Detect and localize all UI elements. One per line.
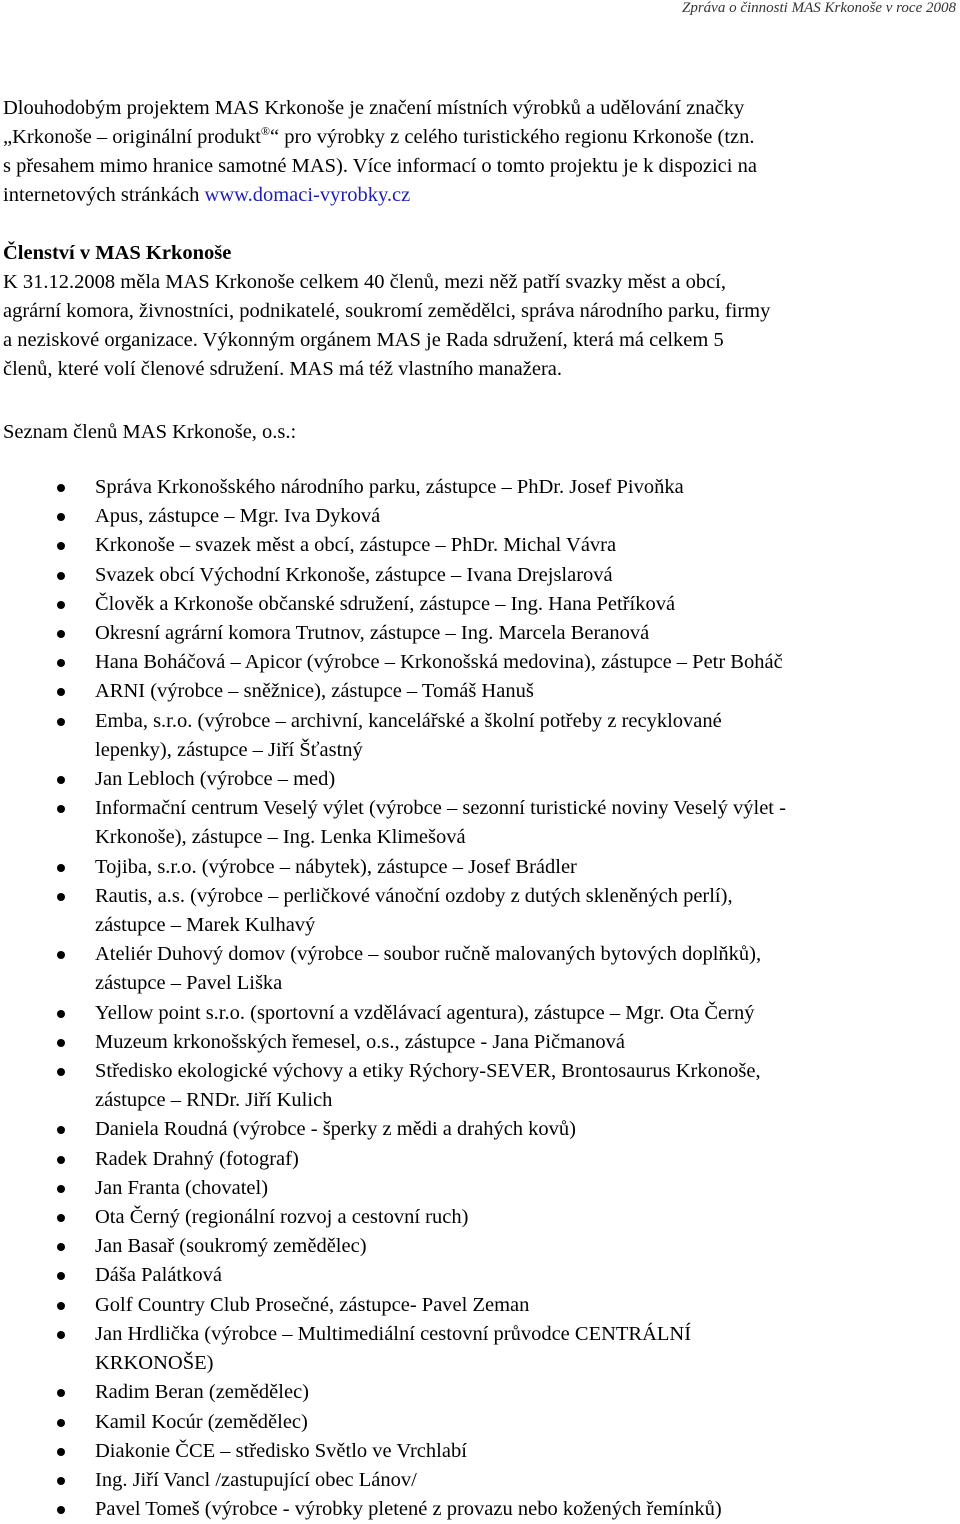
intro-line [3, 123, 953, 152]
website-link[interactable]: www.domaci-vyrobky.cz [204, 184, 411, 206]
member-list-item [0, 1320, 960, 1378]
bullet-icon [57, 1185, 65, 1193]
bullet-icon [57, 776, 65, 784]
member-text: Golf Country Club Prosečné, zástupce- Pavel Zeman [95, 1293, 530, 1316]
bullet-icon [57, 542, 65, 550]
member-text: Rautis, a.s. (výrobce – perličkové vánoční ozdoby z dutých skleněných perlí), [95, 884, 733, 907]
member-text: Apus, zástupce – Mgr. Iva Dyková [95, 505, 381, 528]
member-list-item [0, 794, 960, 852]
member-list-item [0, 677, 960, 706]
member-text: Ateliér Duhový domov (výrobce – soubor ručně malovaných bytových doplňků), [95, 943, 762, 966]
member-text: Krkonoše), zástupce – Ing. Lenka Klimešová [95, 826, 466, 849]
member-text: Radek Drahný (fotograf) [95, 1147, 299, 1170]
member-text: Dáša Palátková [95, 1264, 222, 1287]
member-list-item [0, 502, 960, 531]
bullet-icon [57, 864, 65, 872]
member-text: zástupce – RNDr. Jiří Kulich [95, 1089, 333, 1112]
bullet-icon [57, 659, 65, 667]
member-list-item [0, 707, 960, 765]
member-text: Ota Černý (regionální rozvoj a cestovní ruch) [95, 1206, 469, 1229]
member-list-item [0, 1145, 960, 1174]
member-list-item [0, 1115, 960, 1144]
bullet-icon [57, 601, 65, 609]
member-text: lepenky), zástupce – Jiří Šťastný [95, 738, 363, 761]
bullet-icon [57, 951, 65, 959]
member-list-item [0, 853, 960, 882]
member-list-item [0, 765, 960, 794]
member-text: Informační centrum Veselý výlet (výrobce – sezonní turistické noviny Veselý výlet - [95, 797, 786, 820]
bullet-icon [57, 1272, 65, 1280]
member-text: Jan Franta (chovatel) [95, 1176, 269, 1199]
member-list-item [0, 1232, 960, 1261]
intro-line: s přesahem mimo hranice samotné MAS). Více informací o tomto projektu je k dispozici na [3, 155, 757, 177]
member-list-item [0, 619, 960, 648]
member-text: Člověk a Krkonoše občanské sdružení, zástupce – Ing. Hana Petříková [95, 592, 676, 615]
bullet-icon [57, 1156, 65, 1164]
member-text: Jan Hrdlička (výrobce – Multimediální cestovní průvodce CENTRÁLNÍ [95, 1322, 692, 1345]
page-header [682, 0, 956, 17]
member-text: Hana Boháčová – Apicor (výrobce – Krkonošská medovina), zástupce – Petr Boháč [95, 651, 783, 674]
member-text: Yellow point s.r.o. (sportovní a vzdělávací agentura), zástupce – Mgr. Ota Černý [95, 1001, 755, 1024]
member-list-item [0, 1057, 960, 1115]
membership-line: K 31.12.2008 měla MAS Krkonoše celkem 40 členů, mezi něž patří svazky měst a obcí, [3, 271, 727, 293]
member-text: Muzeum krkonošských řemesel, o.s., zástupce - Jana Pičmanová [95, 1030, 626, 1053]
membership-line: členů, které volí členové sdružení. MAS má též vlastního manažera. [3, 358, 562, 380]
bullet-icon [57, 630, 65, 638]
bullet-icon [57, 1477, 65, 1485]
member-text: Ing. Jiří Vancl /zastupující obec Lánov/ [95, 1468, 417, 1491]
bullet-icon [57, 1243, 65, 1251]
member-text: Diakonie ČCE – středisko Světlo ve Vrchlabí [95, 1439, 467, 1462]
intro-line [3, 181, 953, 210]
member-text: Kamil Kocúr (zemědělec) [95, 1410, 308, 1433]
membership-line: a neziskové organizace. Výkonným orgánem MAS je Rada sdružení, která má celkem 5 [3, 329, 724, 351]
bullet-icon [57, 1448, 65, 1456]
member-text: Okresní agrární komora Trutnov, zástupce – Ing. Marcela Beranová [95, 622, 650, 645]
membership-paragraph [3, 268, 953, 384]
member-list-item [0, 1203, 960, 1232]
intro-line-text: internetových stránkách [3, 184, 205, 206]
bullet-icon [57, 1126, 65, 1134]
member-text: Pavel Tomeš (výrobce - výrobky pletené z provazu nebo kožených řemínků) [95, 1498, 722, 1521]
bullet-icon [57, 718, 65, 726]
member-list-item [0, 561, 960, 590]
intro-paragraph [3, 94, 953, 210]
member-list-item [0, 1378, 960, 1407]
registered-mark: ® [260, 124, 271, 139]
intro-line: Dlouhodobým projektem MAS Krkonoše je značení místních výrobků a udělování značky [3, 97, 745, 119]
member-text: zástupce – Marek Kulhavý [95, 914, 316, 937]
member-list-item [0, 1437, 960, 1466]
member-text: ARNI (výrobce – sněžnice), zástupce – Tomáš Hanuš [95, 680, 534, 703]
member-list-item [0, 1466, 960, 1495]
bullet-icon [57, 1419, 65, 1427]
bullet-icon [57, 572, 65, 580]
bullet-icon [57, 1039, 65, 1047]
member-text: KRKONOŠE) [95, 1352, 214, 1375]
member-list-item [0, 531, 960, 560]
bullet-icon [57, 1389, 65, 1397]
section-heading: Členství v MAS Krkonoše [3, 242, 232, 264]
bullet-icon [57, 688, 65, 696]
intro-line-text: „Krkonoše – originální produkt [3, 126, 261, 148]
members-list-title: Seznam členů MAS Krkonoše, o.s.: [3, 421, 297, 443]
member-list-item [0, 1291, 960, 1320]
bullet-icon [57, 1068, 65, 1076]
member-text: Středisko ekologické výchovy a etiky Rýchory-SEVER, Brontosaurus Krkonoše, [95, 1060, 761, 1083]
membership-line: agrární komora, živnostníci, podnikatelé, soukromí zemědělci, správa národního parku, firmy [3, 300, 771, 322]
member-list-item [0, 882, 960, 940]
member-text: Tojiba, s.r.o. (výrobce – nábytek), zástupce – Josef Brádler [95, 855, 577, 878]
member-list-item [0, 1174, 960, 1203]
member-text: Radim Beran (zemědělec) [95, 1381, 309, 1404]
member-text: Emba, s.r.o. (výrobce – archivní, kancelářské a školní potřeby z recyklované [95, 709, 722, 732]
bullet-icon [57, 513, 65, 521]
member-list-item [0, 1408, 960, 1437]
member-text: Jan Basař (soukromý zemědělec) [95, 1235, 367, 1258]
bullet-icon [57, 893, 65, 901]
member-text: Správa Krkonošského národního parku, zástupce – PhDr. Josef Pivoňka [95, 476, 684, 498]
member-list-item [0, 999, 960, 1028]
bullet-icon [57, 484, 65, 492]
member-text: Daniela Roudná (výrobce - šperky z mědi a drahých kovů) [95, 1118, 577, 1141]
member-list-item [0, 1261, 960, 1290]
member-text: Svazek obcí Východní Krkonoše, zástupce – Ivana Drejslarová [95, 563, 613, 586]
member-list-item [0, 940, 960, 998]
bullet-icon [57, 1302, 65, 1310]
member-list-item [0, 1028, 960, 1057]
member-list-item [0, 473, 960, 502]
intro-line-text: “ pro výrobky z celého turistického regionu Krkonoše (tzn. [270, 126, 755, 148]
member-list-item [0, 1495, 960, 1524]
member-text: zástupce – Pavel Liška [95, 972, 283, 995]
bullet-icon [57, 1010, 65, 1018]
bullet-icon [57, 1506, 65, 1514]
member-text: Jan Lebloch (výrobce – med) [95, 768, 336, 791]
header-title: Zpráva o činnosti MAS Krkonoše v roce 2008 [682, 0, 956, 16]
bullet-icon [57, 1214, 65, 1222]
member-list-item [0, 590, 960, 619]
member-text: Krkonoše – svazek měst a obcí, zástupce – PhDr. Michal Vávra [95, 534, 617, 557]
bullet-icon [57, 805, 65, 813]
bullet-icon [57, 1331, 65, 1339]
member-list [0, 473, 960, 1524]
member-list-item [0, 648, 960, 677]
